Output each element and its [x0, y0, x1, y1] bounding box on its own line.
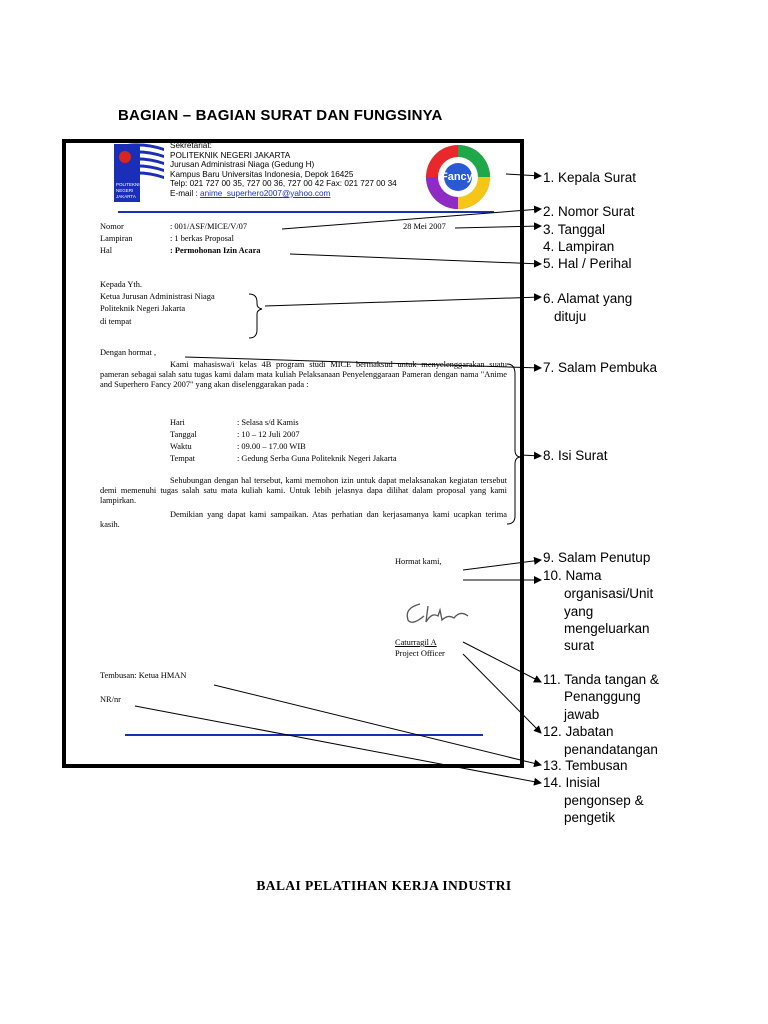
letter-date: 28 Mei 2007: [403, 222, 446, 231]
letterhead-line3: Jurusan Administrasi Niaga (Gedung H): [170, 160, 315, 170]
page-title: BAGIAN – BAGIAN SURAT DAN FUNGSINYA: [118, 107, 443, 124]
inisial-text: NR/nr: [100, 695, 121, 704]
arrow-hal: [290, 254, 541, 264]
arrow-isi-surat: [521, 455, 541, 456]
brace-alamat: [249, 294, 262, 338]
nomor-label: Nomor: [100, 222, 124, 231]
label-tanggal: 3. Tanggal: [543, 222, 606, 237]
label-alamat-cont: dituju: [554, 309, 587, 324]
arrow-jabatan: [463, 654, 541, 733]
label-hal: 5. Hal / Perihal: [543, 256, 632, 271]
svg-text:POLITEKNIK: POLITEKNIK: [116, 182, 143, 187]
detail-waktu-label: Waktu: [170, 442, 192, 451]
label-tanda-tangan: 11. Tanda tangan &: [543, 672, 659, 687]
arrow-tanggal: [455, 226, 541, 228]
label-kepala-surat: 1. Kepala Surat: [543, 170, 637, 185]
label-nama-organisasi-4: mengeluarkan: [564, 621, 650, 636]
arrow-tembusan: [214, 685, 541, 765]
body-paragraph-3: Demikian yang dapat kami sampaikan. Atas perhatian dan kerjasamanya kami ucapkan terima kasih.: [100, 510, 507, 529]
label-tanda-tangan-3: jawab: [564, 707, 600, 722]
salutation: Dengan hormat ,: [100, 348, 157, 357]
letterhead-line4: Kampus Baru Universitas Indonesia, Depok 16425: [170, 169, 354, 179]
label-inisial-3: pengetik: [564, 810, 616, 825]
hal-value: : Permohonan Izin Acara: [170, 246, 261, 255]
svg-text:NEGERI: NEGERI: [116, 188, 134, 193]
hal-label: Hal: [100, 246, 113, 255]
label-tembusan: 13. Tembusan: [543, 758, 628, 773]
lampiran-value: : 1 berkas Proposal: [170, 234, 234, 243]
label-tanda-tangan-2: Penanggung: [564, 689, 641, 704]
label-alamat: 6. Alamat yang: [543, 291, 633, 306]
arrow-salam-pembuka: [185, 357, 541, 368]
label-inisial-2: pengonsep &: [564, 793, 644, 808]
detail-tempat-value: : Gedung Serba Guna Politeknik Negeri Jakarta: [237, 454, 397, 463]
body-paragraph-2: Sehubungan dengan hal tersebut, kami memohon izin untuk dapat melaksanakan kegiatan tersebut demi memenuhi tugas salah satu mata kuliah kami. Untuk lebih jelasnya dapa dilihat dalam proposal yang kami lampirkan.: [100, 476, 507, 505]
address-line4: di tempat: [100, 317, 132, 326]
detail-hari-label: Hari: [170, 418, 185, 427]
svg-text:JAKARTA: JAKARTA: [116, 194, 136, 199]
body-paragraph-1: Kami mahasiswa/i kelas 4B program studi MICE bermaksud untuk menyelenggarakan suatu pameran sebagai salah satu tugas kami dalam mata kuliah Pelaksanaan Penyelenggaraan Pameran dengan nama "Anime and Superhero Fancy 2007" yang akan diselenggarakan pada :: [100, 360, 507, 389]
label-lampiran: 4. Lampiran: [543, 239, 615, 254]
arrow-nomor-surat: [282, 209, 541, 229]
letterhead-line1: Sekretariat:: [170, 141, 212, 150]
label-nama-organisasi-5: surat: [564, 638, 595, 653]
email-label: E-mail :: [170, 188, 198, 198]
tembusan-text: Tembusan: Ketua HMAN: [100, 671, 187, 680]
nomor-value: : 001/ASF/MICE/V/07: [170, 222, 248, 231]
email-link[interactable]: anime_superhero2007@yahoo.com: [200, 188, 331, 198]
badge-text: Fancy: [441, 171, 473, 183]
label-jabatan: 12. Jabatan: [543, 724, 614, 739]
detail-waktu-value: : 09.00 – 17.00 WIB: [237, 442, 306, 451]
letterhead-line5: Telp: 021 727 00 35, 727 00 36, 727 00 42 Fax: 021 727 00 34: [170, 179, 397, 189]
address-line3: Politeknik Negeri Jakarta: [100, 304, 186, 313]
detail-tempat-label: Tempat: [170, 454, 195, 463]
signer-title: Project Officer: [395, 649, 445, 658]
address-line2: Ketua Jurusan Administrasi Niaga: [100, 292, 215, 301]
label-nomor-surat: 2. Nomor Surat: [543, 204, 635, 219]
label-salam-penutup: 9. Salam Penutup: [543, 550, 651, 565]
label-nama-organisasi: 10. Nama: [543, 568, 602, 583]
arrow-kepala-surat: [506, 174, 541, 176]
detail-tanggal-label: Tanggal: [170, 430, 197, 439]
label-inisial: 14. Inisial: [543, 775, 601, 790]
arrow-salam-penutup: [463, 560, 541, 570]
lampiran-label: Lampiran: [100, 234, 133, 243]
label-isi-surat: 8. Isi Surat: [543, 448, 608, 463]
detail-hari-value: : Selasa s/d Kamis: [237, 418, 299, 427]
brace-isi-surat: [507, 364, 521, 524]
detail-tanggal-value: : 10 – 12 Juli 2007: [237, 430, 300, 439]
arrow-alamat: [265, 297, 541, 306]
label-jabatan-2: penandatangan: [564, 742, 658, 757]
address-line1: Kepada Yth.: [100, 280, 143, 289]
footer-title: BALAI PELATIHAN KERJA INDUSTRI: [256, 878, 512, 893]
closing-salam: Hormat kami,: [395, 557, 442, 566]
arrow-tanda-tangan: [463, 642, 541, 682]
label-salam-pembuka: 7. Salam Pembuka: [543, 360, 658, 375]
letterhead-line2: POLITEKNIK NEGERI JAKARTA: [170, 150, 291, 160]
arrow-inisial: [135, 706, 541, 783]
label-nama-organisasi-3: yang: [564, 604, 594, 619]
signer-name: Caturragil A: [395, 638, 437, 647]
label-nama-organisasi-2: organisasi/Unit: [564, 586, 654, 601]
